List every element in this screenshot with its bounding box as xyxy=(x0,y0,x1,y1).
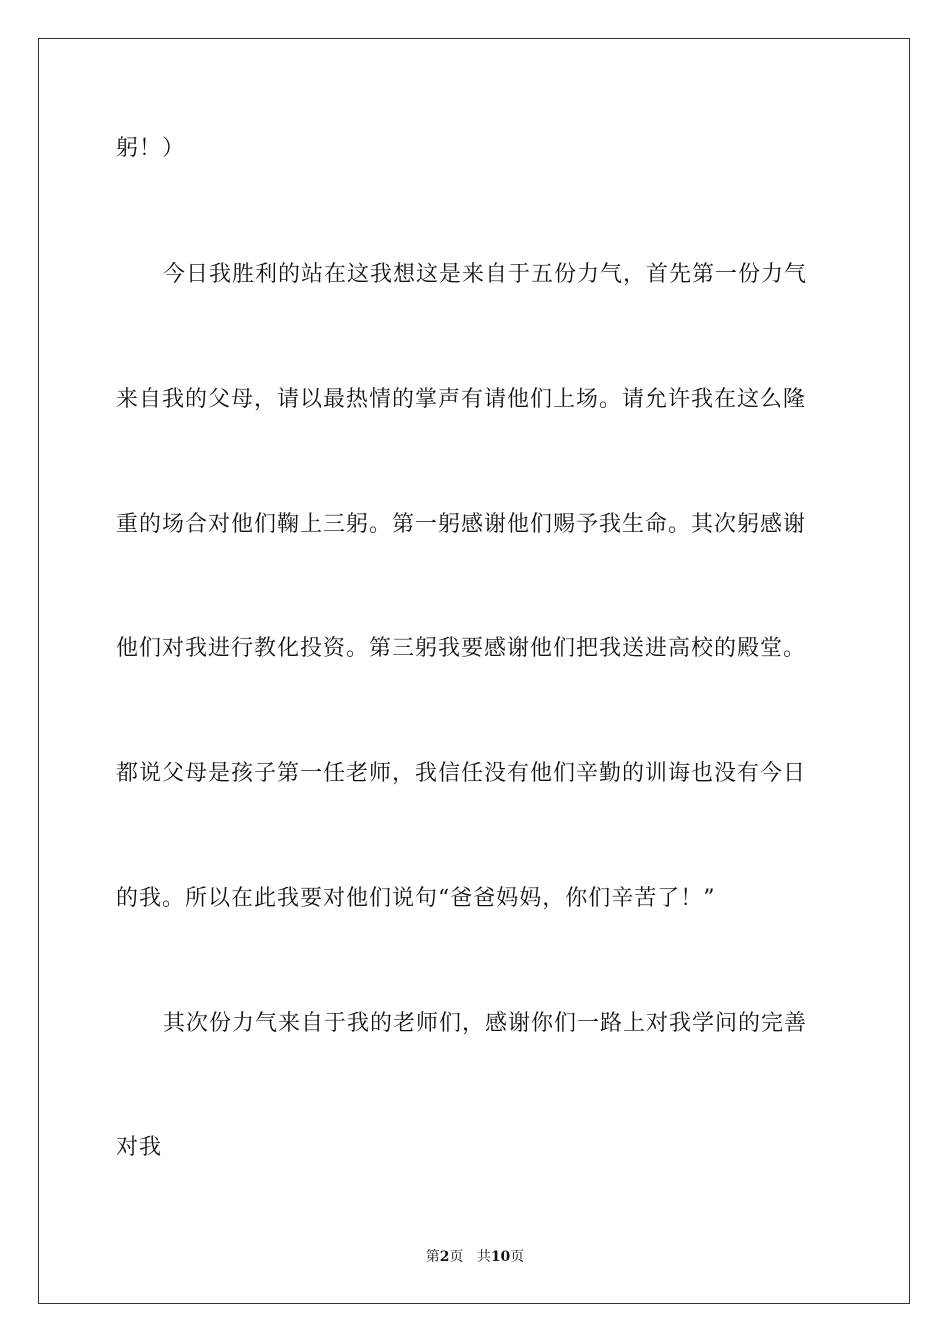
page-prefix: 第 xyxy=(425,1249,440,1265)
page-current: 2 xyxy=(439,1249,450,1265)
text-line: 都说父母是孩子第一任老师，我信任没有他们辛勤的训诲也没有今日 xyxy=(116,761,807,786)
text-line: 躬！） xyxy=(116,136,186,161)
page-footer xyxy=(0,1248,950,1266)
page-total: 10 xyxy=(490,1249,511,1265)
text-line: 的我。所以在此我要对他们说句“爸爸妈妈，你们辛苦了！” xyxy=(116,886,716,911)
page-border xyxy=(38,38,910,1304)
total-prefix: 共 xyxy=(476,1249,491,1265)
text-line: 今日我胜利的站在这我想这是来自于五份力气，首先第一份力气 xyxy=(163,262,808,287)
page-suffix: 页 xyxy=(449,1249,464,1265)
text-line: 其次份力气来自于我的老师们，感谢你们一路上对我学问的完善 xyxy=(163,1011,808,1036)
text-line: 对我 xyxy=(116,1135,163,1160)
text-line: 重的场合对他们鞠上三躬。第一躬感谢他们赐予我生命。其次躬感谢 xyxy=(116,512,807,537)
text-line: 他们对我进行教化投资。第三躬我要感谢他们把我送进高校的殿堂。 xyxy=(116,636,807,661)
text-line: 来自我的父母，请以最热情的掌声有请他们上场。请允许我在这么隆 xyxy=(116,387,807,412)
total-suffix: 页 xyxy=(510,1249,525,1265)
